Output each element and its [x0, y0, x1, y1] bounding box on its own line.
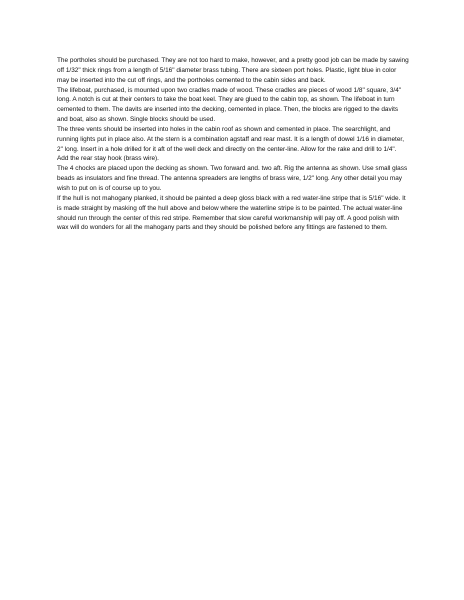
paragraph-chocks: The 4 chocks are placed upon the decking as shown. Two forward and. two aft. Rig the antenna as shown. Use small glass beads as insulators and fine thread. The antenna spreaders are lengths of brass wire, 1/2" long. Any other detail you may wish to put on is of course up to you. [57, 165, 408, 192]
paragraph-hull-finish: If the hull is not mahogany planked, it should be painted a deep gloss black with a red water-line stripe that is 5/16" wide. It is made straight by masking off the hull above and below where the waterline stripe is to be painted. The actual water-line should run through the center of this red stripe. Remember that slow careful workmanship will pay off. A good polish with wax will do wonders for all the mahogany parts and they should be polished before any fittings are fastened to them. [57, 194, 406, 232]
paragraph-vents: The three vents should be inserted into holes in the cabin roof as shown and cemented in place. The searchlight, and running lights put in place also. At the stern is a combination agstaff and rear mast. It is a length of dowel 1/16 in diameter, 2" long. Insert in a hole drilled for it aft of the well deck and directly on the center-line. Allow for the rake and drill to 1/4". Add the rear stay hook (brass wire). [57, 125, 404, 163]
paragraph-lifeboat: The lifeboat, purchased, is mounted upon two cradles made of wood. These cradles are pieces of wood 1/8" square, 3/4" long. A notch is cut at their centers to take the boat keel. They are glued to the cabin top, as shown. The lifeboat in turn cemented to them. The davits are inserted into the decking, cemented in place. Then, the blocks are rigged to the davits and boat, also as shown. Single blocks should be used. [57, 86, 402, 124]
document-body [57, 56, 409, 233]
paragraph-portholes: The portholes should be purchased. They are not too hard to make, however, and a pretty good job can be made by sawing off 1/32" thick rings from a length of 5/16" diameter brass tubing. There are sixteen port holes. Plastic, light blue in color may be inserted into the cut off rings, and the portholes cemented to the cabin sides and back. [57, 57, 409, 84]
